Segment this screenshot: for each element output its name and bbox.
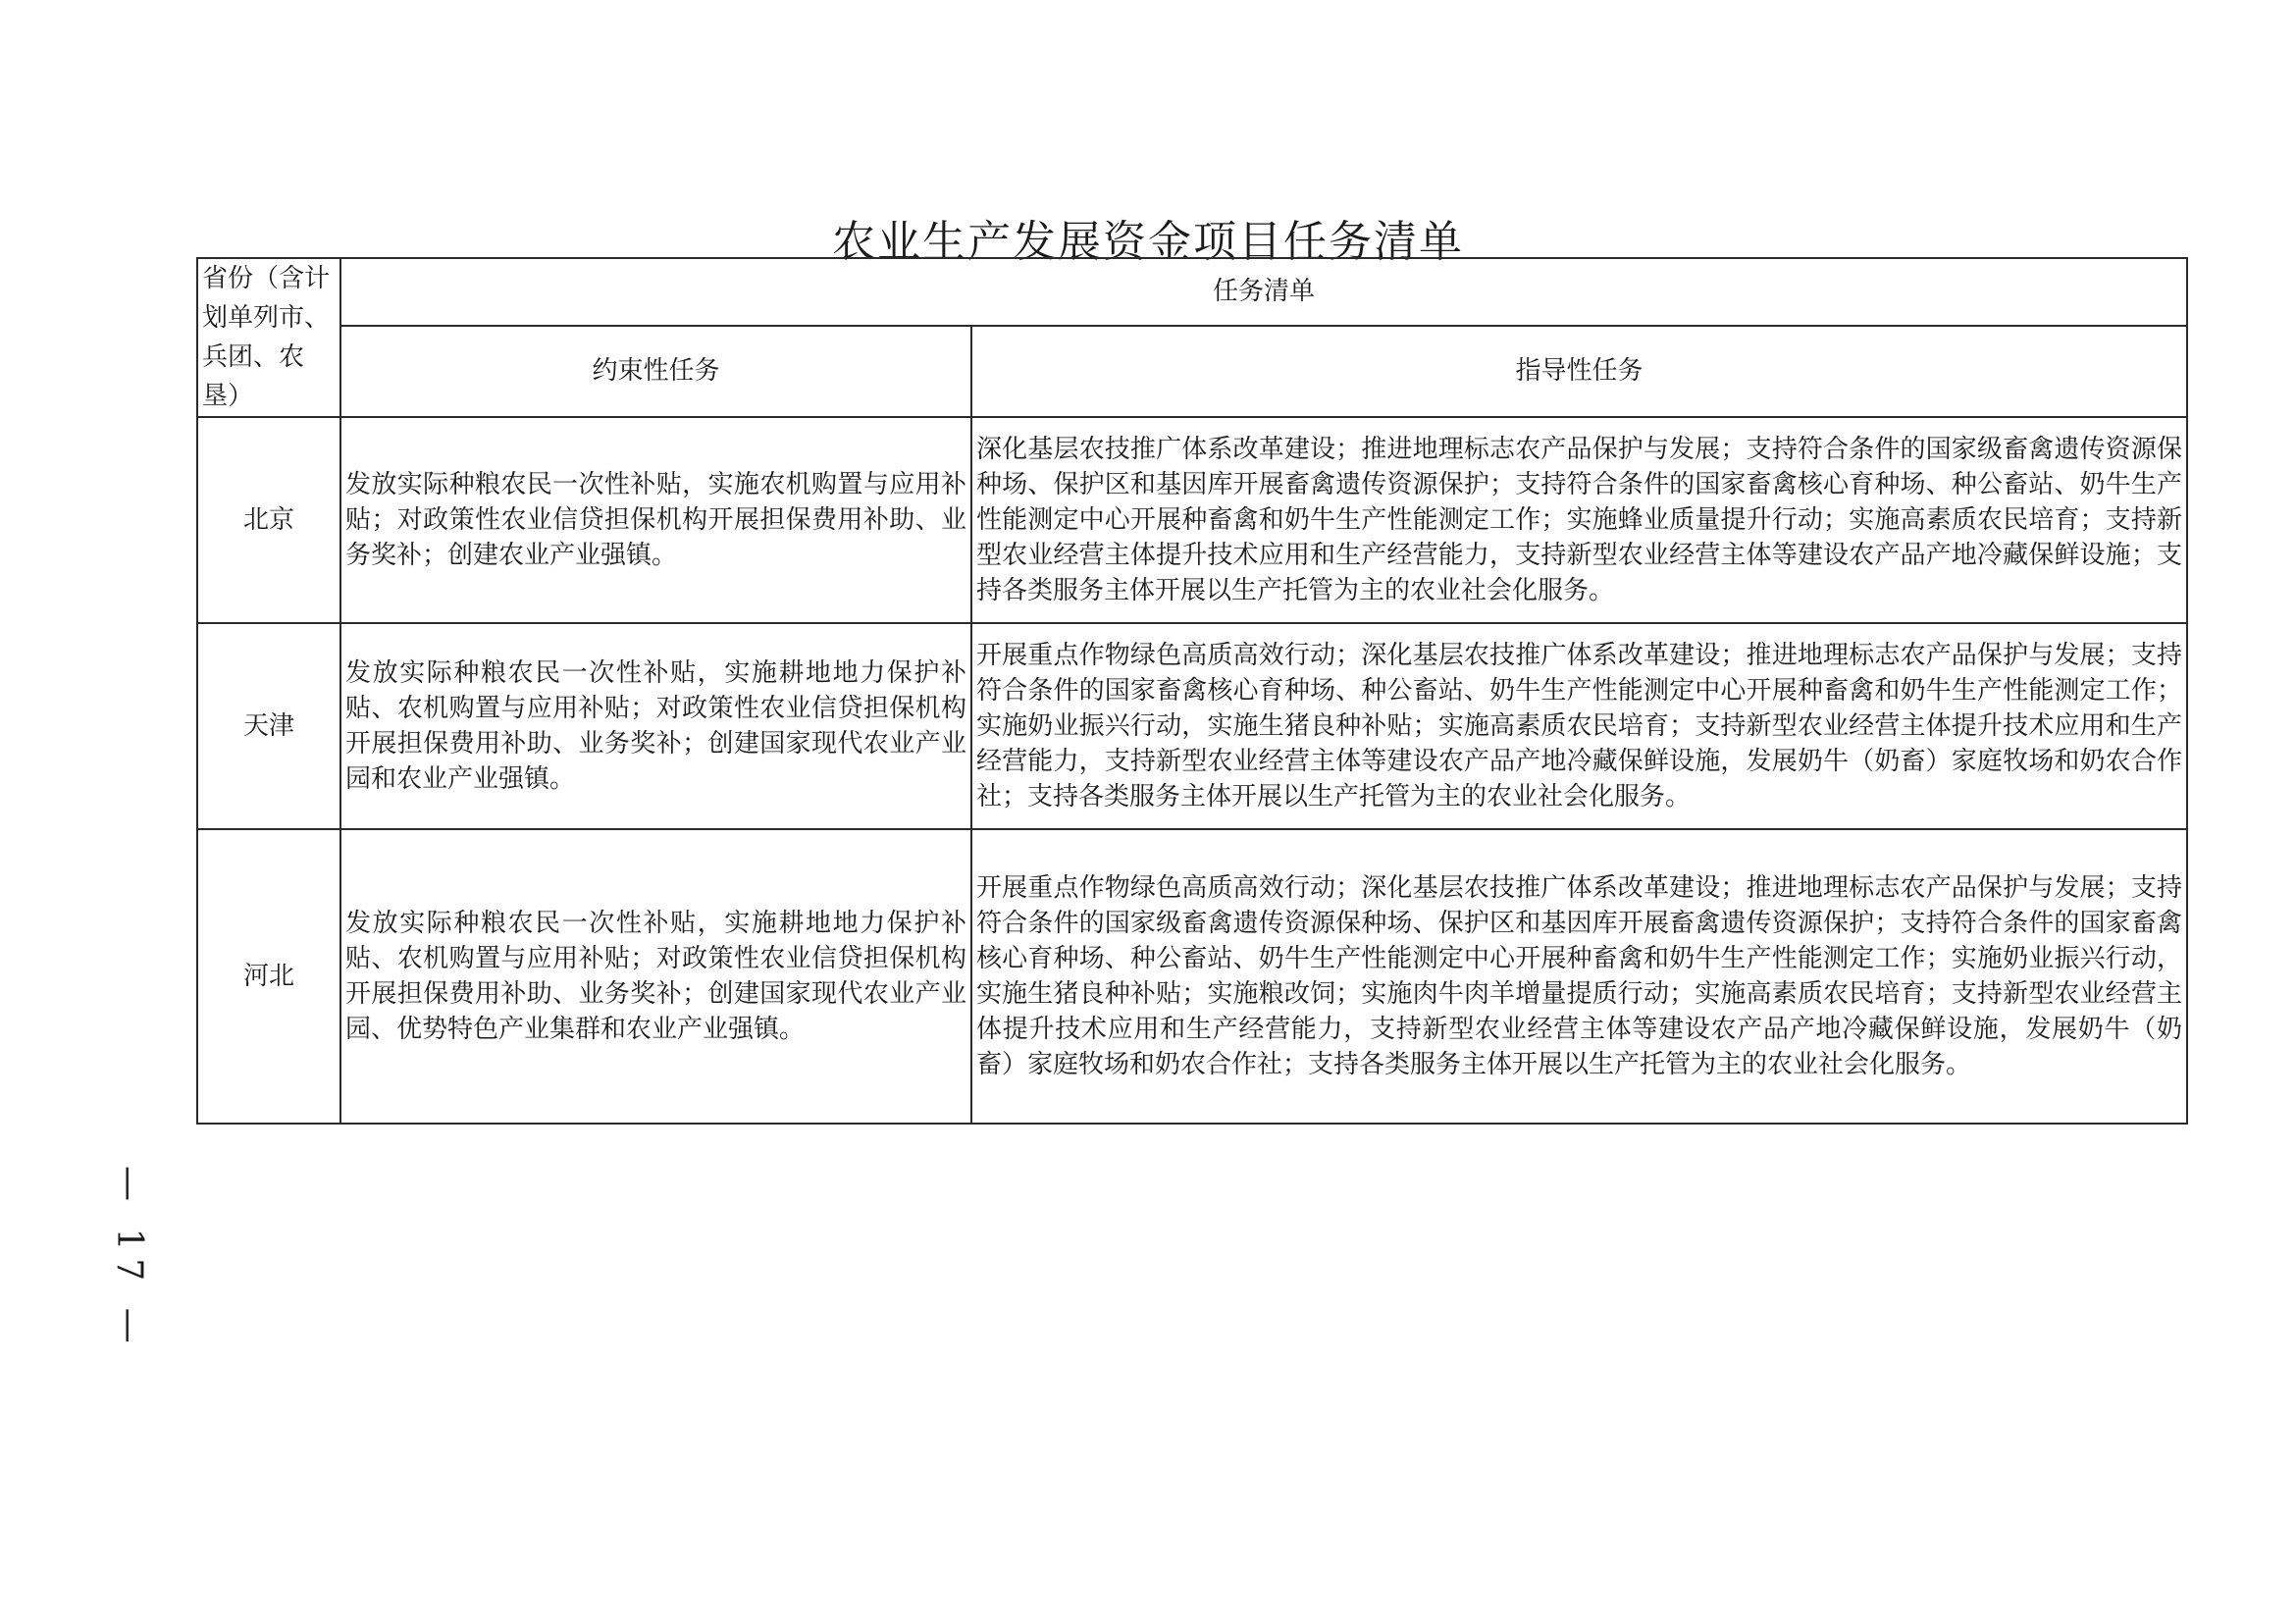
table-row <box>197 417 2187 623</box>
binding-tasks-header: 约束性任务 <box>340 326 971 417</box>
task-list-table <box>196 257 2188 1125</box>
province-cell: 天津 <box>197 623 340 829</box>
guiding-tasks-header: 指导性任务 <box>971 326 2187 417</box>
table-row <box>197 829 2187 1124</box>
province-column-header: 省份（含计划单列市、兵团、农垦） <box>197 258 340 417</box>
guiding-task-cell: 开展重点作物绿色高质高效行动；深化基层农技推广体系改革建设；推进地理标志农产品保护与发展；支持符合条件的国家级畜禽遗传资源保种场、保护区和基因库开展畜禽遗传资源保护；支持符合条件的国家畜禽核心育种场、种公畜站、奶牛生产性能测定中心开展种畜禽和奶牛生产性能测定工作；实施奶业振兴行动，实施生猪良种补贴；实施粮改饲；实施肉牛肉羊增量提质行动；实施高素质农民培育；支持新型农业经营主体提升技术应用和生产经营能力，支持新型农业经营主体等建设农产品产地冷藏保鲜设施，发展奶牛（奶畜）家庭牧场和奶农合作社；支持各类服务主体开展以生产托管为主的农业社会化服务。 <box>971 829 2187 1124</box>
task-list-header: 任务清单 <box>340 258 2187 326</box>
guiding-task-cell: 开展重点作物绿色高质高效行动；深化基层农技推广体系改革建设；推进地理标志农产品保护与发展；支持符合条件的国家畜禽核心育种场、种公畜站、奶牛生产性能测定中心开展种畜禽和奶牛生产性能测定工作；实施奶业振兴行动，实施生猪良种补贴；实施高素质农民培育；支持新型农业经营主体提升技术应用和生产经营能力，支持新型农业经营主体等建设农产品产地冷藏保鲜设施，发展奶牛（奶畜）家庭牧场和奶农合作社；支持各类服务主体开展以生产托管为主的农业社会化服务。 <box>971 623 2187 829</box>
province-cell: 北京 <box>197 417 340 623</box>
page-number: — 17 — <box>109 1166 149 1351</box>
province-cell: 河北 <box>197 829 340 1124</box>
page-title: 农业生产发展资金项目任务清单 <box>832 217 1464 267</box>
table-row <box>197 623 2187 829</box>
binding-task-cell: 发放实际种粮农民一次性补贴，实施农机购置与应用补贴；对政策性农业信贷担保机构开展担保费用补助、业务奖补；创建农业产业强镇。 <box>340 417 971 623</box>
binding-task-cell: 发放实际种粮农民一次性补贴，实施耕地地力保护补贴、农机购置与应用补贴；对政策性农业信贷担保机构开展担保费用补助、业务奖补；创建国家现代农业产业园和农业产业强镇。 <box>340 623 971 829</box>
guiding-task-cell: 深化基层农技推广体系改革建设；推进地理标志农产品保护与发展；支持符合条件的国家级畜禽遗传资源保种场、保护区和基因库开展畜禽遗传资源保护；支持符合条件的国家畜禽核心育种场、种公畜站、奶牛生产性能测定中心开展种畜禽和奶牛生产性能测定工作；实施蜂业质量提升行动；实施高素质农民培育；支持新型农业经营主体提升技术应用和生产经营能力，支持新型农业经营主体等建设农产品产地冷藏保鲜设施；支持各类服务主体开展以生产托管为主的农业社会化服务。 <box>971 417 2187 623</box>
binding-task-cell: 发放实际种粮农民一次性补贴，实施耕地地力保护补贴、农机购置与应用补贴；对政策性农业信贷担保机构开展担保费用补助、业务奖补；创建国家现代农业产业园、优势特色产业集群和农业产业强镇。 <box>340 829 971 1124</box>
